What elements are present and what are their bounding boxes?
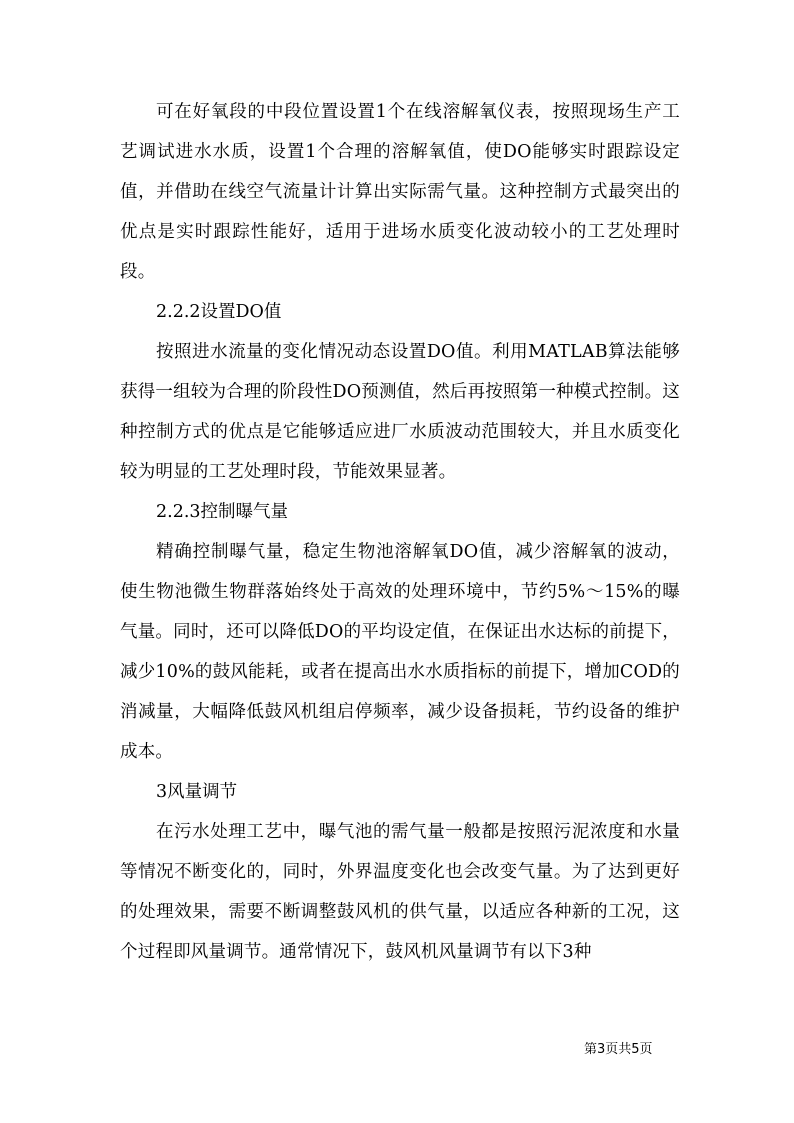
paragraph-control-aeration: 精确控制曝气量，稳定生物池溶解氧DO值，减少溶解氧的波动，使生物池微生物群落始终处于高效的处理环境中，节约5%～15%的曝气量。同时，还可以降低DO的平均设定值，在保证出水达标的前提下，减少10%的鼓风能耗，或者在提高出水水质指标的前提下，增加COD的消减量，大幅降低鼓风机组启停频率，减少设备损耗，节约设备的维护成本。 xyxy=(120,542,680,762)
paragraph-aeration-online-do: 可在好氧段的中段位置设置1个在线溶解氧仪表，按照现场生产工艺调试进水水质，设置1个合理的溶解氧值，使DO能够实时跟踪设定值，并借助在线空气流量计计算出实际需气量。这种控制方式最突出的优点是实时跟踪性能好，适用于进场水质变化波动较小的工艺处理时段。 xyxy=(120,102,680,282)
section-heading-2-2-2: 2.2.2设置DO值 xyxy=(156,302,282,322)
paragraph-air-volume-adjustment: 在污水处理工艺中，曝气池的需气量一般都是按照污泥浓度和水量等情况不断变化的，同时，外界温度变化也会改变气量。为了达到更好的处理效果，需要不断调整鼓风机的供气量，以适应各种新的工况，这个过程即风量调节。通常情况下，鼓风机风量调节有以下3种 xyxy=(120,822,680,962)
paragraph-set-do-value: 按照进水流量的变化情况动态设置DO值。利用MATLAB算法能够获得一组较为合理的阶段性DO预测值，然后再按照第一种模式控制。这种控制方式的优点是它能够适应进厂水质波动范围较大，并且水质变化较为明显的工艺处理时段，节能效果显著。 xyxy=(120,342,680,482)
section-heading-2-2-3: 2.2.3控制曝气量 xyxy=(156,502,289,522)
document-body xyxy=(120,92,680,972)
section-heading-3: 3风量调节 xyxy=(156,782,238,802)
page-number-footer: 第3页共5页 xyxy=(584,1042,653,1057)
